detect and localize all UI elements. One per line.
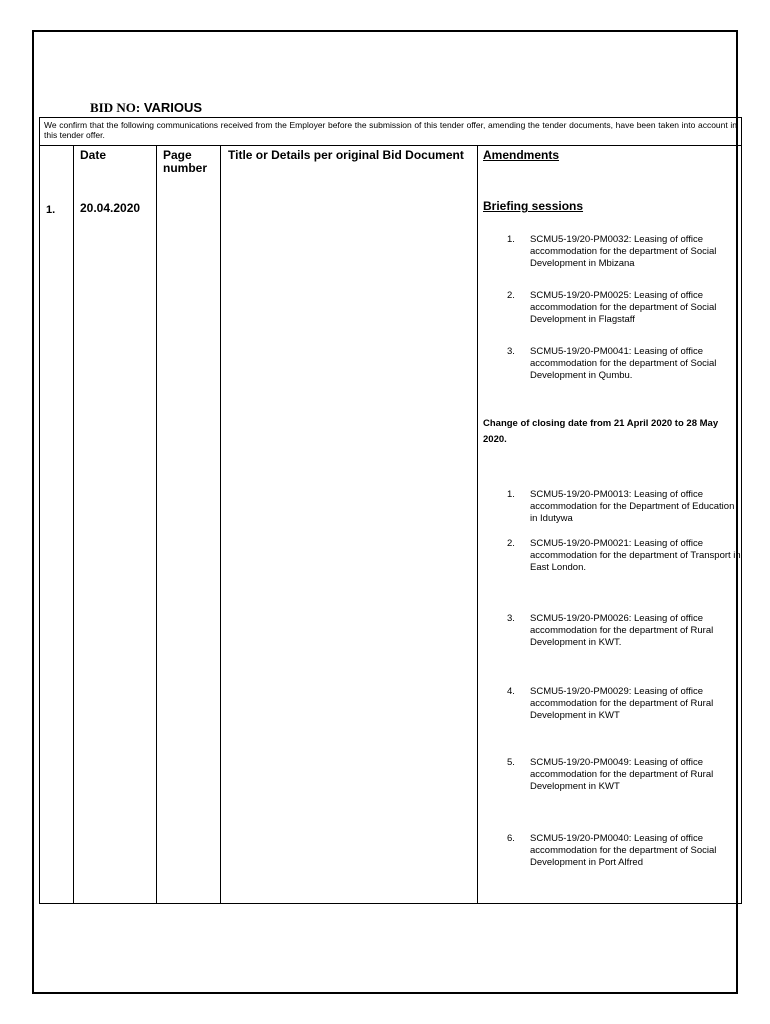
list-item-number: 4. [507, 686, 515, 697]
column-divider [220, 146, 221, 903]
list-item-text: SCMU5-19/20-PM0032: Leasing of office accommodation for the department of Social Development in Mbizana [530, 234, 717, 269]
column-divider [156, 146, 157, 903]
row-number: 1. [46, 204, 56, 216]
header-title-details: Title or Details per original Bid Document [228, 148, 464, 162]
list-item-text: SCMU5-19/20-PM0041: Leasing of office accommodation for the department of Social Development in Qumbu. [530, 346, 717, 381]
briefing-sessions-title: Briefing sessions [483, 199, 584, 213]
list-item-number: 1. [507, 234, 515, 245]
list-item-number: 1. [507, 489, 515, 500]
list-item-number: 2. [507, 290, 515, 301]
header-date: Date [80, 148, 107, 162]
bid-number-label: BID NO: [90, 100, 141, 115]
list-item-text: SCMU5-19/20-PM0040: Leasing of office accommodation for the department of Social Development in Port Alfred [530, 833, 717, 868]
list-item-number: 6. [507, 833, 515, 844]
bid-number [90, 100, 202, 116]
list-item-text: SCMU5-19/20-PM0029: Leasing of office accommodation for the department of Rural Development in KWT [530, 686, 714, 721]
list-item-text: SCMU5-19/20-PM0025: Leasing of office accommodation for the department of Social Development in Flagstaff [530, 290, 717, 325]
column-divider [73, 146, 74, 903]
list-item-text: SCMU5-19/20-PM0026: Leasing of office accommodation for the department of Rural Development in KWT. [530, 613, 714, 648]
closing-date-change-note: Change of closing date from 21 April 2020 to 28 May 2020. [483, 418, 719, 445]
confirmation-statement: We confirm that the following communications received from the Employer before the submission of this tender offer, amending the tender documents, have been taken into account in this tender offer. [40, 118, 741, 146]
list-item-number: 3. [507, 613, 515, 624]
list-item-number: 2. [507, 538, 515, 549]
list-item-text: SCMU5-19/20-PM0013: Leasing of office accommodation for the Department of Education in Idutywa [530, 489, 735, 524]
list-item-text: SCMU5-19/20-PM0049: Leasing of office accommodation for the department of Rural Development in KWT [530, 757, 714, 792]
list-item-text: SCMU5-19/20-PM0021: Leasing of office accommodation for the department of Transport in East London. [530, 538, 741, 573]
header-page-number: Page number [163, 148, 208, 175]
header-amendments: Amendments [483, 148, 560, 162]
row-date: 20.04.2020 [80, 201, 141, 215]
list-item-number: 5. [507, 757, 515, 768]
column-divider [477, 146, 478, 903]
amendments-table [39, 117, 742, 904]
bid-number-value: VARIOUS [143, 100, 203, 115]
list-item-number: 3. [507, 346, 515, 357]
